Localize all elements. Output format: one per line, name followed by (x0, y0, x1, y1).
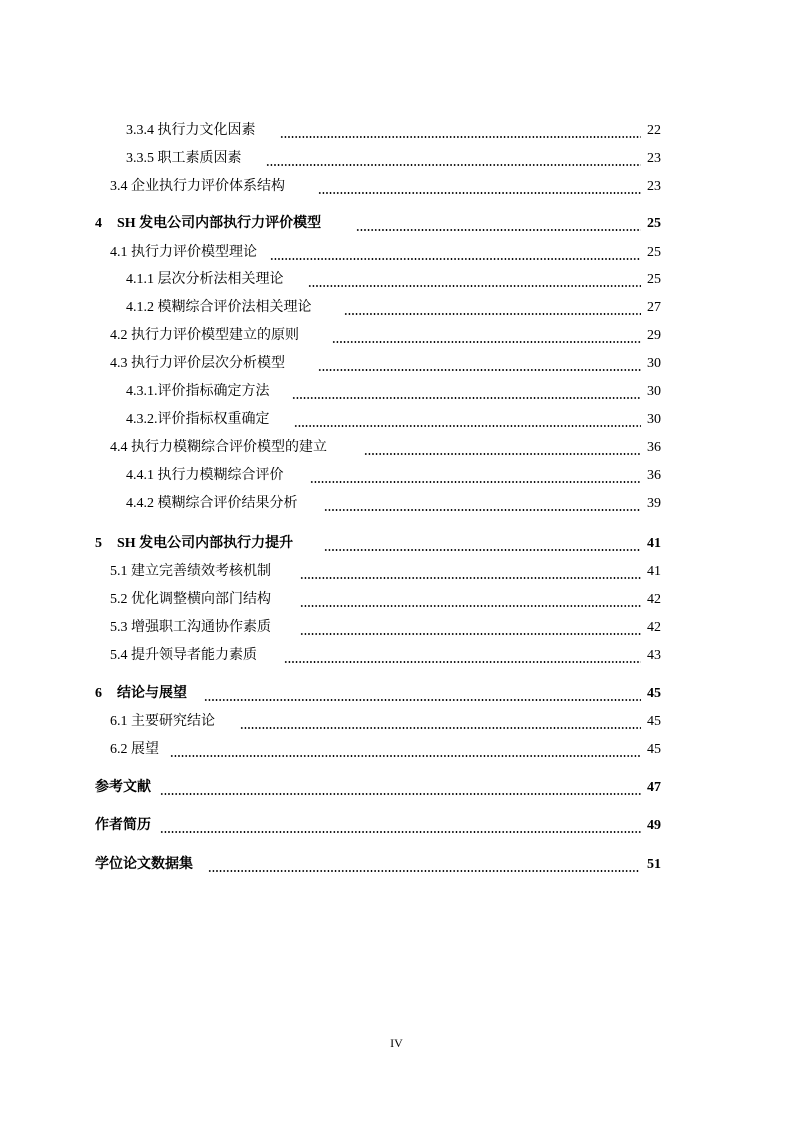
toc-chapter[interactable] (0, 533, 793, 555)
toc-entry-page: 39 (647, 496, 661, 511)
toc-entry-title: 执行力模糊综合评价 (157, 468, 284, 483)
toc-chapter[interactable] (0, 683, 793, 705)
toc-entry-label (95, 815, 153, 837)
toc-entry-number: 6.1 (110, 714, 128, 729)
toc-entry[interactable] (0, 589, 793, 611)
toc-entry-page: 51 (647, 857, 661, 872)
toc-entry-number: 5 (95, 536, 102, 551)
toc-entry[interactable] (0, 381, 793, 403)
toc-entry[interactable] (0, 325, 793, 347)
toc-entry-label (126, 493, 300, 515)
toc-entry-number: 5.4 (110, 648, 128, 663)
toc-entry-page: 49 (647, 818, 661, 833)
toc-entry-title: 执行力评价层次分析模型 (131, 356, 285, 371)
toc-entry-label (126, 269, 286, 291)
toc-leader-dots (300, 605, 641, 607)
toc-entry-page: 30 (647, 384, 661, 399)
toc-entry-number: 4.2 (110, 328, 128, 343)
toc-entry-page: 36 (647, 440, 661, 455)
toc-entry[interactable] (0, 465, 793, 487)
toc-entry-number: 5.2 (110, 592, 128, 607)
toc-entry-number: 3.4 (110, 179, 128, 194)
toc-leader-dots (310, 481, 641, 483)
toc-entry-label (110, 739, 161, 761)
toc-entry-title: 结论与展望 (117, 686, 187, 701)
toc-entry-label (95, 854, 195, 876)
toc-entry-label (126, 297, 314, 319)
toc-entry[interactable] (0, 176, 793, 198)
toc-entry-page: 25 (647, 245, 661, 260)
toc-entry-number: 5.3 (110, 620, 128, 635)
toc-entry-page: 42 (647, 620, 661, 635)
toc-leader-dots (318, 192, 641, 194)
toc-entry-label (126, 148, 244, 170)
toc-chapter[interactable] (0, 777, 793, 799)
toc-entry-label (110, 353, 287, 375)
toc-entry[interactable] (0, 120, 793, 142)
toc-entry-title: 参考文献 (95, 780, 151, 795)
toc-entry-page: 41 (647, 536, 661, 551)
toc-leader-dots (240, 727, 641, 729)
toc-entry[interactable] (0, 493, 793, 515)
toc-leader-dots (270, 258, 641, 260)
toc-entry-label (110, 437, 329, 459)
toc-entry-title: 执行力文化因素 (157, 123, 256, 138)
toc-entry-number: 4.4.2 (126, 496, 154, 511)
toc-leader-dots (300, 633, 641, 635)
toc-leader-dots (364, 453, 641, 455)
toc-leader-dots (308, 285, 641, 287)
toc-entry[interactable] (0, 739, 793, 761)
toc-entry-title: SH 发电公司内部执行力提升 (117, 536, 294, 551)
toc-entry-number: 4.3 (110, 356, 128, 371)
toc-entry-number: 3.3.4 (126, 123, 154, 138)
toc-entry-number: 4.1.2 (126, 300, 154, 315)
toc-entry-page: 42 (647, 592, 661, 607)
toc-entry-page: 36 (647, 468, 661, 483)
toc-entry-page: 47 (647, 780, 661, 795)
toc-entry-label (126, 409, 272, 431)
toc-entry-number: 4.1.1 (126, 272, 154, 287)
toc-entry-label (110, 617, 273, 639)
toc-entry-title: 优化调整横向部门结构 (131, 592, 271, 607)
toc-entry-title: 执行力模糊综合评价模型的建立 (131, 440, 327, 455)
toc-entry-page: 23 (647, 151, 661, 166)
page-number: IV (390, 1036, 403, 1050)
toc-leader-dots (344, 313, 641, 315)
toc-entry-label (110, 325, 301, 347)
toc-leader-dots (170, 755, 641, 757)
toc-leader-dots (284, 661, 641, 663)
toc-leader-dots (332, 341, 641, 343)
toc-entry-number: 6.2 (110, 742, 128, 757)
toc-entry-label (110, 711, 217, 733)
toc-entry-label (110, 242, 259, 264)
toc-entry-page: 22 (647, 123, 661, 138)
toc-leader-dots (292, 397, 641, 399)
toc-entry-label (110, 645, 259, 667)
toc-entry-title: 层次分析法相关理论 (157, 272, 284, 287)
toc-entry-number: 3.3.5 (126, 151, 154, 166)
toc-entry-title: 评价指标权重确定 (157, 412, 270, 427)
toc-entry-page: 25 (647, 272, 661, 287)
toc-entry-title: 建立完善绩效考核机制 (131, 564, 271, 579)
toc-leader-dots (160, 793, 641, 795)
toc-leader-dots (208, 870, 639, 872)
toc-entry-label (95, 533, 295, 555)
toc-entry-title: 执行力评价模型理论 (131, 245, 257, 260)
toc-entry[interactable] (0, 297, 793, 319)
toc-entry[interactable] (0, 645, 793, 667)
toc-entry-number: 6 (95, 686, 102, 701)
toc-entry-number: 4.3.1. (126, 384, 158, 399)
toc-entry-page: 43 (647, 648, 661, 663)
toc-entry-page: 23 (647, 179, 661, 194)
toc-entry-number: 4.4 (110, 440, 128, 455)
toc-entry-page: 29 (647, 328, 661, 343)
toc-entry-page: 27 (647, 300, 661, 315)
toc-entry-title: 作者简历 (95, 818, 151, 833)
toc-entry-title: 执行力评价模型建立的原则 (131, 328, 299, 343)
toc-entry-number: 5.1 (110, 564, 128, 579)
toc-entry-number: 4 (95, 216, 102, 231)
toc-leader-dots (324, 549, 641, 551)
toc-entry-title: SH 发电公司内部执行力评价模型 (117, 216, 322, 231)
toc-chapter[interactable] (0, 854, 793, 876)
toc-entry[interactable] (0, 711, 793, 733)
toc-leader-dots (204, 699, 641, 701)
toc-entry-label (126, 120, 258, 142)
toc-entry[interactable] (0, 617, 793, 639)
toc-entry-page: 45 (647, 714, 661, 729)
toc-entry[interactable] (0, 148, 793, 170)
toc-leader-dots (266, 164, 641, 166)
toc-entry-number: 4.4.1 (126, 468, 154, 483)
toc-leader-dots (300, 577, 641, 579)
toc-entry-title: 模糊综合评价结果分析 (157, 496, 298, 511)
toc-entry-label (126, 381, 272, 403)
toc-entry-title: 企业执行力评价体系结构 (131, 179, 285, 194)
toc-entry[interactable] (0, 242, 793, 264)
toc-entry-page: 30 (647, 412, 661, 427)
toc-entry-title: 模糊综合评价法相关理论 (157, 300, 312, 315)
toc-entry[interactable] (0, 269, 793, 291)
toc-entry[interactable] (0, 437, 793, 459)
toc-entry-label (126, 465, 286, 487)
toc-entry-title: 增强职工沟通协作素质 (131, 620, 271, 635)
toc-entry[interactable] (0, 561, 793, 583)
toc-entry-label (110, 589, 273, 611)
toc-entry-page: 25 (647, 216, 661, 231)
toc-leader-dots (160, 831, 641, 833)
toc-entry-page: 41 (647, 564, 661, 579)
toc-entry-label (95, 683, 189, 705)
toc-entry-page: 45 (647, 686, 661, 701)
toc-entry-page: 30 (647, 356, 661, 371)
toc-leader-dots (318, 369, 641, 371)
toc-entry-title: 职工素质因素 (157, 151, 242, 166)
toc-entry-title: 评价指标确定方法 (157, 384, 270, 399)
toc-entry-label (110, 176, 287, 198)
toc-chapter[interactable] (0, 213, 793, 235)
toc-entry-number: 4.3.2. (126, 412, 158, 427)
toc-entry-label (95, 213, 323, 235)
toc-entry-title: 展望 (131, 742, 159, 757)
toc-entry[interactable] (0, 353, 793, 375)
toc-entry-title: 提升领导者能力素质 (131, 648, 257, 663)
toc-entry[interactable] (0, 409, 793, 431)
toc-entry-title: 学位论文数据集 (95, 857, 193, 872)
toc-entry-label (95, 777, 153, 799)
toc-leader-dots (324, 509, 641, 511)
toc-leader-dots (356, 229, 641, 231)
toc-leader-dots (294, 425, 641, 427)
toc-entry-label (110, 561, 273, 583)
toc-leader-dots (280, 136, 641, 138)
toc-chapter[interactable] (0, 815, 793, 837)
toc-entry-number: 4.1 (110, 245, 128, 260)
toc-entry-title: 主要研究结论 (131, 714, 215, 729)
toc-entry-page: 45 (647, 742, 661, 757)
